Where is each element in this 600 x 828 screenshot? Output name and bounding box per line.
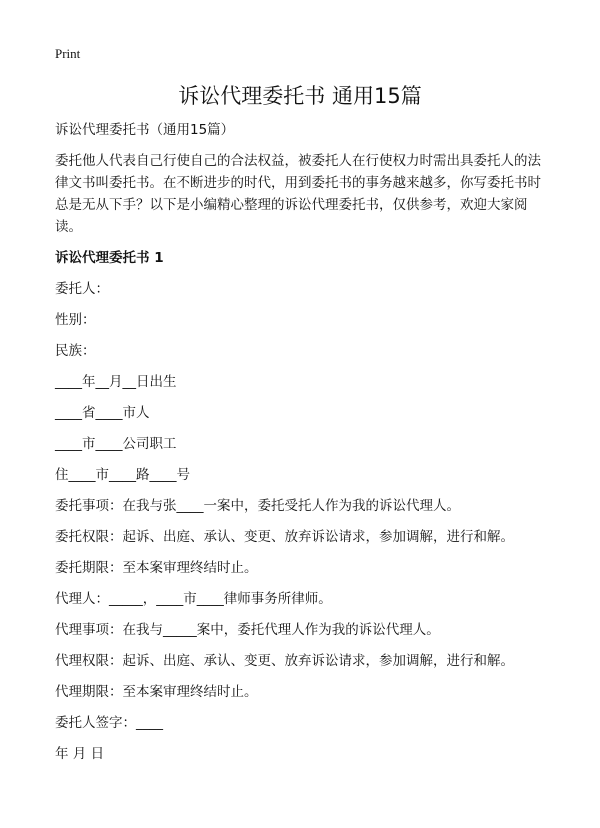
form-line: 民族： [55,343,96,359]
page-title: 诉讼代理委托书 通用15篇 [178,84,422,108]
form-line: 委托期限：至本案审理终结时止。 [55,560,258,576]
form-line: 委托人： [55,281,109,297]
form-line: 代理事项：在我与_____案中，委托代理人作为我的诉讼代理人。 [55,622,440,638]
form-line: 代理人：_____，____市____律师事务所律师。 [55,591,332,607]
subtitle: 诉讼代理委托书（通用15篇） [55,122,235,138]
form-line: 住____市____路____号 [55,467,190,483]
intro-paragraph: 委托他人代表自己行使自己的合法权益，被委托人在行使权力时需出具委托人的法律文书叫委托书。在不断进步的时代，用到委托书的事务越来越多，你写委托书时总是无从下手？以下是小编精心整理的诉讼代理委托书，仅供参考，欢迎大家阅读。 [55,153,541,235]
form-line: ____年__月__日出生 [55,374,177,390]
form-line: 性别： [55,312,96,328]
form-line: ____省____市人 [55,405,150,421]
section-heading: 诉讼代理委托书 1 [55,250,164,266]
form-line: 委托权限：起诉、出庭、承认、变更、放弃诉讼请求，参加调解，进行和解。 [55,529,514,545]
form-line: 代理期限：至本案审理终结时止。 [55,684,258,700]
form-line: 代理权限：起诉、出庭、承认、变更、放弃诉讼请求，参加调解，进行和解。 [55,653,514,669]
document-body [55,119,550,774]
print-link[interactable]: Print [55,46,81,61]
form-line: ____市____公司职工 [55,436,177,452]
form-line: 委托事项：在我与张____一案中，委托受托人作为我的诉讼代理人。 [55,498,460,514]
form-line: 年 月 日 [55,746,105,762]
form-line: 委托人签字：____ [55,715,163,731]
